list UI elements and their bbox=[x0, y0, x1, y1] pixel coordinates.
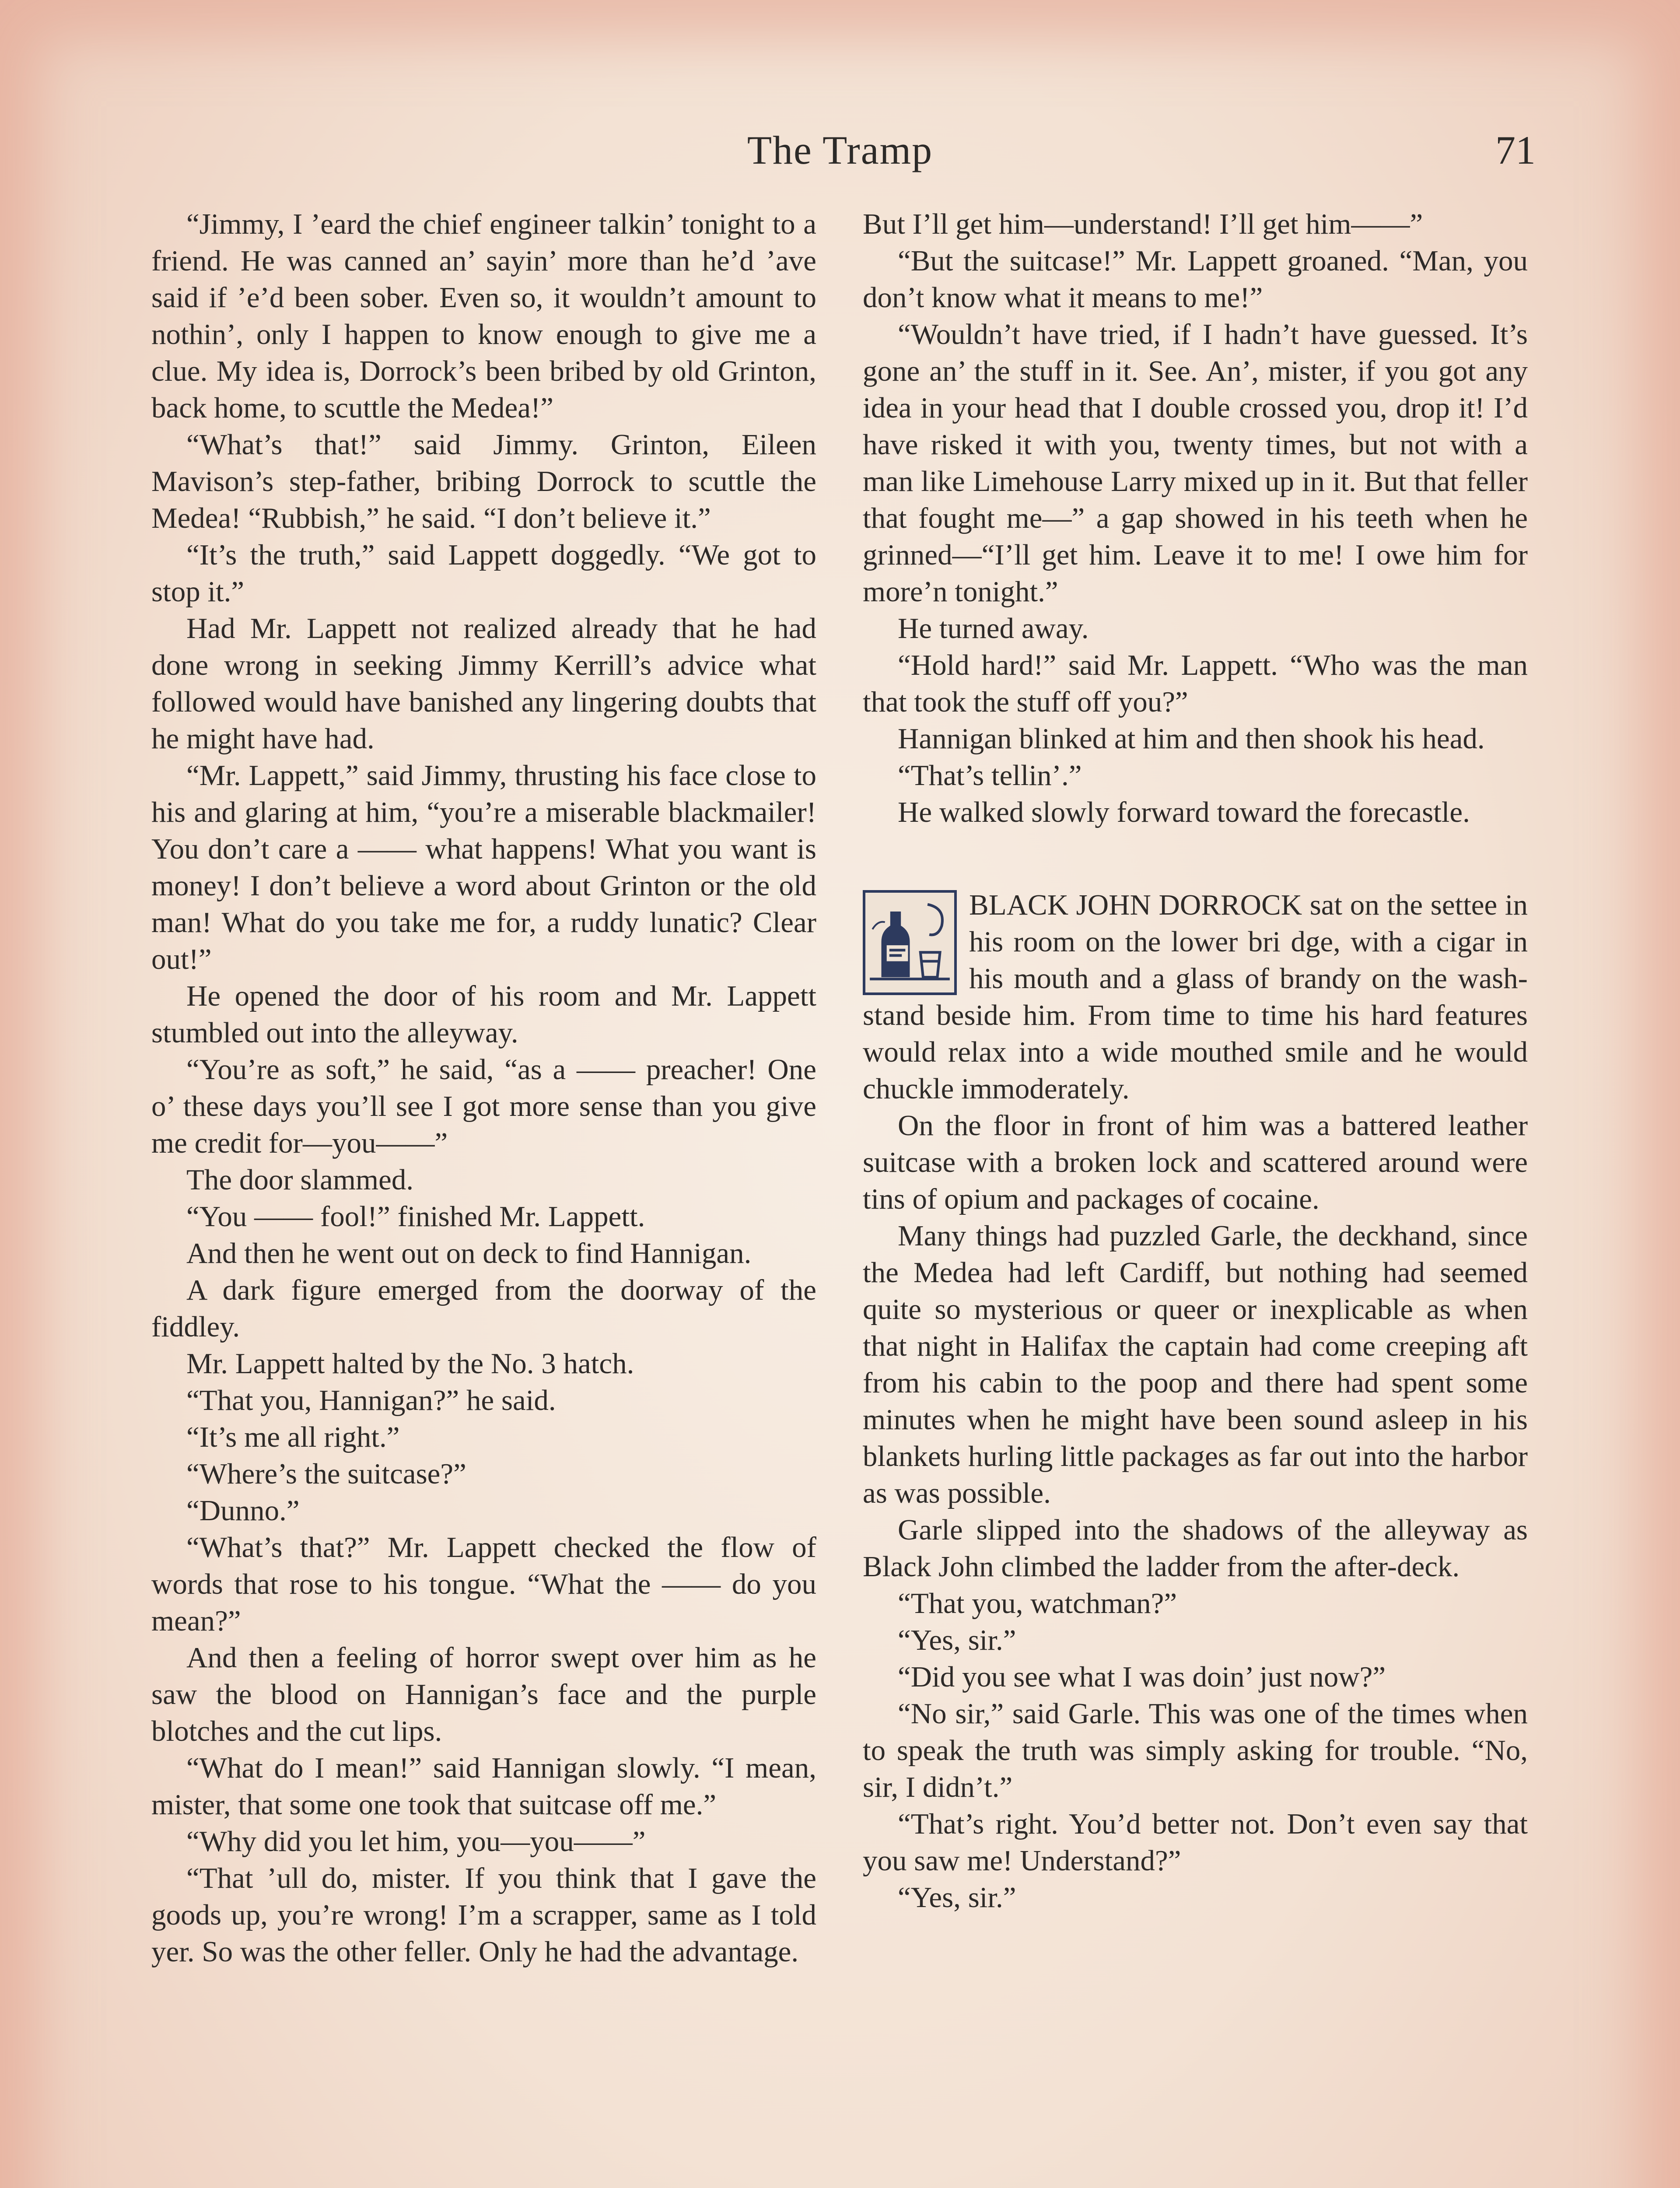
bottle-and-glass-icon bbox=[863, 890, 957, 995]
paragraph: And then a feeling of horror swept over him as he saw the blood on Hannigan’s face and the purple blotches and the cut lips. bbox=[151, 1641, 816, 1747]
paragraph: On the floor in front of him was a battered leather suitcase with a broken lock and scattered around were tins of opium and packages of cocaine. bbox=[863, 1109, 1528, 1215]
paragraph: He walked slowly forward toward the forecastle. bbox=[898, 796, 1470, 828]
paragraph: Garle slipped into the shadows of the alleyway as Black John climbed the ladder from the after-deck. bbox=[863, 1514, 1528, 1583]
paragraph: “What’s that?” Mr. Lappett checked the flow of words that rose to his tongue. “What the —— do you mean?” bbox=[151, 1531, 816, 1637]
paragraph: “Yes, sir.” bbox=[898, 1881, 1016, 1914]
paragraph: “Wouldn’t have tried, if I hadn’t have guessed. It’s gone an’ the stuff in it. See. An’, mister, if you got any idea in your head that I double crossed you, drop it! I’d have risked it with you, twenty times, but not with a man like Limehouse Larry mixed up in it. But that feller that fought me—” a gap showed in his teeth when he grinned—“I’ll get him. Leave it to me! I owe him for more’n tonight.” bbox=[863, 318, 1528, 608]
paragraph: The door slammed. bbox=[186, 1164, 414, 1196]
paragraph: “That’s tellin’.” bbox=[898, 759, 1082, 792]
paragraph: “Mr. Lappett,” said Jimmy, thrusting his face close to his and glaring at him, “you’re a miserable blackmailer! You don’t care a —— what happens! What you want is money! I don’t believe a word about Grinton or the old man! What do you take me for, a ruddy lunatic? Clear out!” bbox=[151, 759, 816, 975]
paragraph-continued: But I’ll get him—understand! I’ll get him——” bbox=[863, 208, 1423, 240]
section-break bbox=[863, 831, 1528, 887]
right-column bbox=[863, 206, 1528, 1916]
left-column bbox=[151, 206, 816, 1970]
paragraph: He opened the door of his room and Mr. Lappett stumbled out into the alleyway. bbox=[151, 980, 816, 1049]
paragraph: “Did you see what I was doin’ just now?” bbox=[898, 1661, 1386, 1693]
paragraph: “Jimmy, I ’eard the chief engineer talkin’ tonight to a friend. He was canned an’ sayin’ more than he’d ’ave said if ’e’d been sober. Even so, it wouldn’t amount to nothin’, only I happen to know enough to give me a clue. My idea is, Dorrock’s been bribed by old Grinton, back home, to scuttle the Medea!” bbox=[151, 208, 816, 424]
paragraph: “Why did you let him, you—you——” bbox=[186, 1825, 646, 1858]
paragraph: Mr. Lappett halted by the No. 3 hatch. bbox=[186, 1347, 634, 1380]
paragraph: A dark figure emerged from the doorway of the fiddley. bbox=[151, 1274, 816, 1343]
page-number: 71 bbox=[1495, 128, 1536, 172]
paragraph: “Dunno.” bbox=[186, 1494, 300, 1527]
running-head: The Tramp bbox=[747, 128, 933, 172]
paragraph: “You’re as soft,” he said, “as a —— preacher! One o’ these days you’ll see I got more sense than you give me credit for—you——” bbox=[151, 1053, 816, 1159]
paragraph: “No sir,” said Garle. This was one of the times when to speak the truth was simply asking for trouble. “No, sir, I didn’t.” bbox=[863, 1697, 1528, 1803]
page-header bbox=[0, 127, 1680, 184]
paragraph: “It’s me all right.” bbox=[186, 1421, 400, 1453]
paragraph: “Hold hard!” said Mr. Lappett. “Who was the man that took the stuff off you?” bbox=[863, 649, 1528, 718]
paragraph: “Where’s the suitcase?” bbox=[186, 1458, 466, 1490]
paragraph: Had Mr. Lappett not realized already that he had done wrong in seeking Jimmy Kerrill’s advice what followed would have banished any lingering doubts that he might have had. bbox=[151, 612, 816, 755]
section-opening-paragraph: BLACK JOHN DORROCK sat on the settee in his room on the lower bri dge, with a cigar in his mouth and a glass of brandy on the wash-stand beside him. From time to time his hard features would relax into a wide mouthed smile and he would chuckle immoderately. bbox=[863, 889, 1528, 1105]
paragraph: “That you, Hannigan?” he said. bbox=[186, 1384, 556, 1417]
paragraph: “But the suitcase!” Mr. Lappett groaned. “Man, you don’t know what it means to me!” bbox=[863, 245, 1528, 314]
section-opening bbox=[863, 887, 1528, 1107]
paragraph: “Yes, sir.” bbox=[898, 1624, 1016, 1656]
paragraph: “That you, watchman?” bbox=[898, 1587, 1177, 1620]
paragraph: Hannigan blinked at him and then shook his head. bbox=[898, 722, 1485, 755]
paragraph: He turned away. bbox=[898, 612, 1089, 645]
paragraph: “It’s the truth,” said Lappett doggedly. “We got to stop it.” bbox=[151, 539, 816, 608]
paragraph: “You —— fool!” finished Mr. Lappett. bbox=[186, 1200, 645, 1233]
paragraph: “What do I mean!” said Hannigan slowly. “I mean, mister, that some one took that suitcase off me.” bbox=[151, 1752, 816, 1821]
paragraph: “That ’ull do, mister. If you think that I gave the goods up, you’re wrong! I’m a scrapper, same as I told yer. So was the other feller. Only he had the advantage. bbox=[151, 1862, 816, 1968]
paragraph: “What’s that!” said Jimmy. Grinton, Eileen Mavison’s step-father, bribing Dorrock to scuttle the Medea! “Rubbish,” he said. “I don’t believe it.” bbox=[151, 428, 816, 534]
paragraph: Many things had puzzled Garle, the deckhand, since the Medea had left Cardiff, but nothing had seemed quite so mysterious or queer or inexplicable as when that night in Halifax the captain had come creeping aft from his cabin to the poop and there had spent some minutes when he might have been sound asleep in his blankets hurling little packages as far out into the harbor as was possible. bbox=[863, 1220, 1528, 1509]
paragraph: “That’s right. You’d better not. Don’t even say that you saw me! Understand?” bbox=[863, 1808, 1528, 1877]
paragraph: And then he went out on deck to find Hannigan. bbox=[186, 1237, 752, 1269]
